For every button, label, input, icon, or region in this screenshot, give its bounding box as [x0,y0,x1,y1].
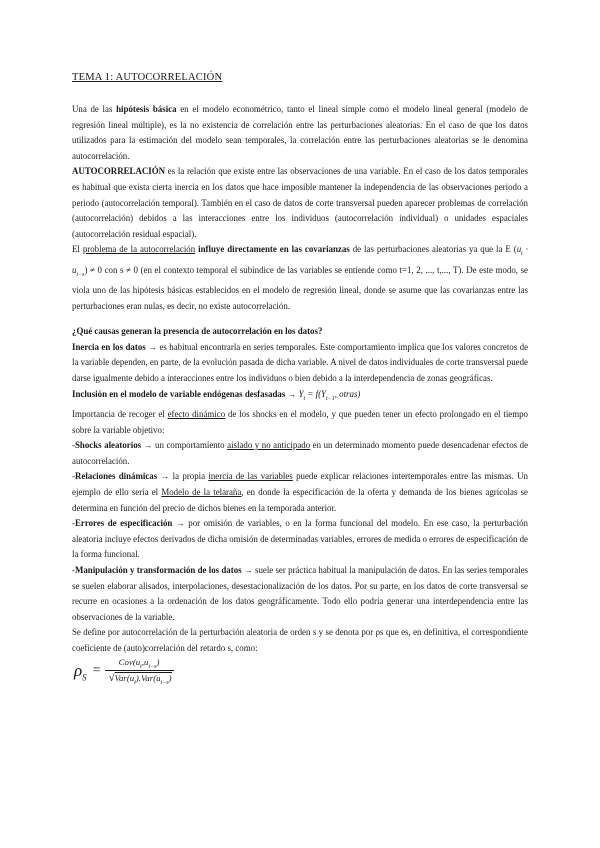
text: en el modelo econométrico, tanto el lineal simple como el modelo lineal general (modelo de regresión lineal múltiple), es la no existencia de correlación entre las perturbaciones aleatorias. En el caso de que los datos utilizados para la estimación del modelo sean temporales, la correlación entre las perturbaciones aleatorias se le denomina autocorrelación. [72,104,528,161]
den-sub: t−s [160,680,169,687]
paragraph-definition [72,164,528,242]
bold-term: Inclusión en el modelo de variable endógenas desfasadas [72,388,286,399]
text: puede explicar relaciones intertemporales entre las mismas. Un ejemplo de ello sería el [72,471,528,497]
math-sub: t−s [76,271,85,278]
bold-term: Shocks aleatorios [74,440,142,451]
section-question: ¿Qué causas generan la presencia de autocorrelación en los datos? [72,326,323,337]
math-sub: t [521,251,523,258]
paragraph-inercia [72,340,528,387]
paragraph-intro [72,102,528,164]
paragraph-problem [72,242,528,314]
num-sub: t−s [148,663,157,670]
bold-term: AUTOCORRELACIÓN [72,166,166,177]
bold-term: hipótesis básica [116,104,177,114]
underlined-term: Modelo de la telaraña [161,487,242,497]
sqrt-icon: √ [108,672,115,685]
bold-term: influye directamente en las covarianzas [198,244,350,255]
num-sub: t [140,663,142,670]
text: → por omisión de variables, o en la forma funcional del modelo. En ese caso, la perturbación aleatoria incluye efectos derivados de dicha omisión de determinadas variables, errores de medida o errores de especificación de la forma funcional. [72,518,528,560]
paragraph-relaciones [72,469,528,516]
bold-term: Inercia en los datos [72,341,146,352]
paragraph-manipulacion [72,563,528,625]
text: → un comportamiento [141,440,228,451]
text: → [285,388,299,399]
den-text: ).Var(u [135,673,161,684]
underlined-term: problema de la autocorrelación [82,244,196,255]
math-var: · u [72,244,529,275]
spacer [72,314,528,324]
math-sub: t [303,395,306,402]
text: ) ≠ 0 con s ≠ 0 (en el contexto temporal el subíndice de las variables se entiende como t=1, 2, ..., t,..., T). De este modo, se viola uno de las hipótesis básicas establecidos en el modelo de regresión lineal, donde se asume que las covarianzas entre las perturbaciones eran nulas, es decir, no existe autocorrelación. [72,264,528,311]
num-text: Cov(u [118,656,141,667]
paragraph-shocks [72,438,528,469]
bold-term: Manipulación y transformación de los datos [74,564,242,575]
text: , en donde la especificación de la oferta y demanda de los bienes agrícolas se determina en función del precio de dichos bienes en la temporada anterior. [72,487,528,513]
bold-term: Errores de especificación [74,518,173,529]
page-title: TEMA 1: AUTOCORRELACIÓN [72,72,223,83]
paragraph-efecto [72,407,528,438]
den-text: ) [168,673,172,684]
den-sub: t [134,680,136,687]
equals-sign: = [92,663,101,679]
rho-sub: S [82,671,87,682]
text: de los shocks en el modelo, y que pueden tener un efecto prolongado en el tiempo sobre la variable objetivo: [72,409,528,435]
rho-symbol [74,661,87,682]
math-var: u [516,244,522,255]
math-var: = f(Y [305,388,326,399]
math-sub: t−1 [326,395,335,402]
text: Importancia de recoger el [72,409,168,420]
text: - [72,564,75,575]
text: → la propia [157,471,209,482]
text: - [72,471,75,482]
num-text: ) [156,656,160,667]
math-var: , otras) [334,388,361,399]
text: → suele ser práctica habitual la manipulación de datos. En las series temporales se suelen elaborar alisados, interpolaciones, desestacionalización de los datos. Por su parte, en los datos de corte transversal se recurre en ocasiones a la ordenación de los datos geográficamente. Todo ello podría generar una interdependencia entre las observaciones de la variable. [72,564,528,622]
formula-autocorrelation [74,657,528,687]
rho-letter: ρ [74,660,83,680]
underlined-term: efecto dinámico [167,409,226,420]
text: es la relación que existe entre las observaciones de una variable. En el caso de los datos temporales es habitual que exista cierta inercia en los datos que hace imposible mantener la independencia de las observaciones periodo a periodo (autocorrelación temporal). También en el caso de datos de corte transversal pueden aparecer problemas de correlación (autocorrelación) debidos a las interacciones entre los individuos (autocorrelación individual) o unidades espaciales (autocorrelación residual espacial). [72,166,528,239]
den-text: Var(u [114,673,135,684]
text: - [72,518,75,529]
numerator [113,657,166,671]
document-page [72,72,528,686]
denominator [105,670,174,686]
text: El [72,244,83,255]
sqrt-body [114,672,172,687]
paragraph-definicion-rho: Se define por autocorrelación de la perturbación aleatoria de orden s y se denota por ρs que es, en definitiva, el correspondiente coeficiente de (auto)correlación del retardo s, como: [72,627,528,653]
bold-term: Relaciones dinámicas [74,471,158,482]
math-var: Y [298,388,304,399]
paragraph-endogenas [72,387,528,407]
num-text: ,u [141,656,149,667]
text: - [72,440,75,451]
text: Una de las [72,104,117,114]
underlined-term: inercia de las variables [208,471,293,482]
fraction [105,657,174,687]
text: de las perturbaciones aleatorias ya que la E ( [349,244,517,255]
text: → es habitual encontrarla en series temporales. Este comportamiento implica que los valores concretos de la variable dependen, en parte, de la evolución pasada de dicha variable. A nivel de datos individuales de corte transversal puede darse igualmente debido a interacciones entre los individuos o bien debido a la interdependencia de zonas geográficas. [72,341,529,384]
underlined-term: aislado y no anticipado [227,440,311,451]
text: en un determinado momento puede desencadenar efectos de autocorrelación. [72,440,529,466]
paragraph-errores [72,516,528,563]
